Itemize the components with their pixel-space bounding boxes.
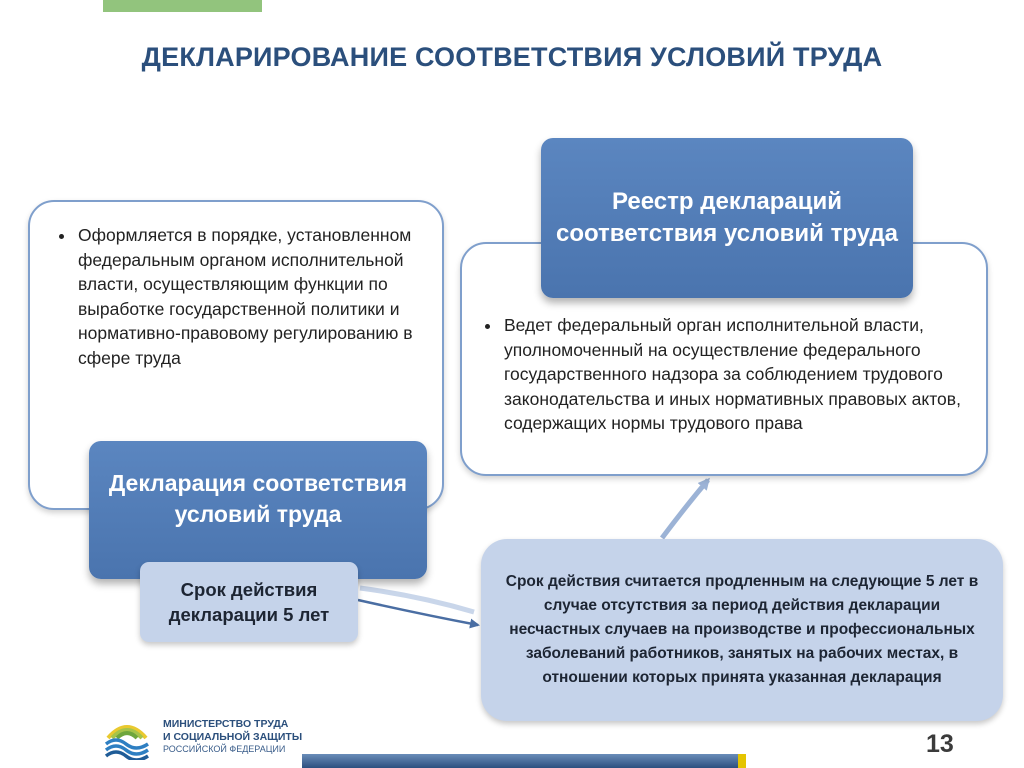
left-bullet-text: • Оформляется в порядке, установленном федеральным органом исполнительной власти, осуществляющим функции по выработке государственной политики и нормативно-правовому регулированию в сфере труда [76,223,422,370]
slide-title: ДЕКЛАРИРОВАНИЕ СООТВЕТСТВИЯ УСЛОВИЙ ТРУДА [141,42,883,72]
ministry-logo-icon [104,714,150,760]
extension-label: Срок действия считается продленным на следующие 5 лет в случае отсутствия за период действия декларации несчастных случаев на производстве и профессиональных заболеваний работников, занятых на рабочих местах, в отношении которых принята указанная декларация [505,573,979,686]
right-bullet-text: • Ведет федеральный орган исполнительной власти, уполномоченный на осуществление федерального государственного надзора за соблюдением трудового законодательства и иных нормативных правовых актов, содержащих нормы трудового права [502,313,966,436]
bottom-accent-marker [738,754,746,768]
ministry-line-1: МИНИСТЕРСТВО ТРУДА [163,718,289,730]
validity-box [140,562,358,642]
top-accent-bar [103,0,262,12]
declaration-label: Декларация соответствия условий труда [108,470,408,527]
arrow-to-extension-light [360,588,474,612]
page-number: 13 [926,730,954,758]
ministry-line-2: И СОЦИАЛЬНОЙ ЗАЩИТЫ [163,730,303,743]
registry-box [541,138,913,298]
bottom-accent-bar [302,754,738,768]
validity-label: Срок действия декларации 5 лет [168,579,330,625]
declaration-box [89,441,427,579]
extension-box [481,539,1003,721]
arrow-validity-to-extension [358,600,478,625]
ministry-name [163,718,302,756]
ministry-line-3: РОССИЙСКОЙ ФЕДЕРАЦИИ [163,744,286,754]
registry-label: Реестр деклараций соответствия условий труда [555,188,899,247]
arrow-extension-to-registry [662,480,708,538]
